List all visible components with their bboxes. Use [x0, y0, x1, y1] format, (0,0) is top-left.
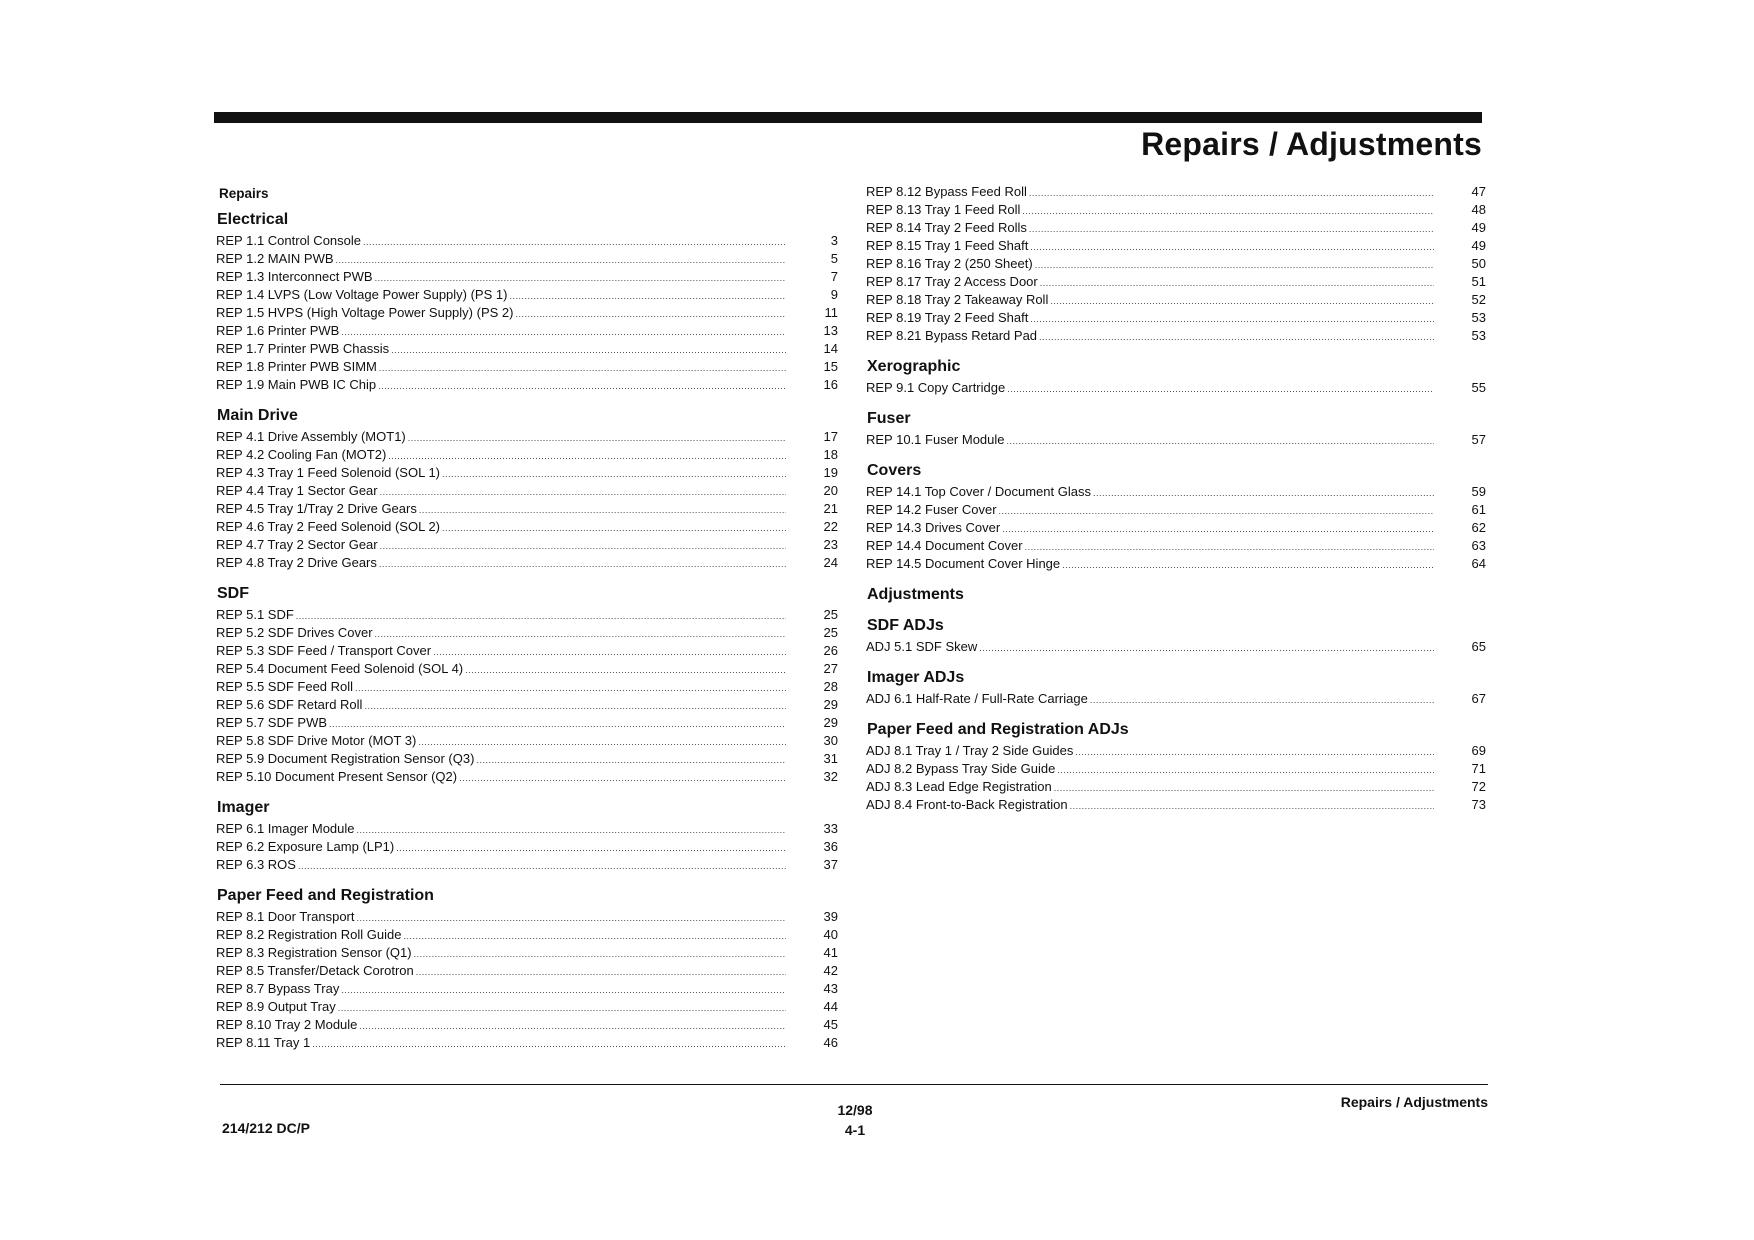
toc-entry-title: REP 8.5 Transfer/Detack Corotron [216, 963, 414, 978]
toc-section [866, 410, 1486, 449]
dot-leader [1062, 556, 1434, 574]
toc-entry-title: REP 5.6 SDF Retard Roll [216, 697, 363, 712]
toc-entry-title: REP 4.1 Drive Assembly (MOT1) [216, 429, 406, 444]
toc-entry[interactable] [216, 464, 838, 482]
dot-leader [416, 963, 786, 981]
toc-entry-page: 49 [1471, 220, 1486, 235]
toc-entry[interactable] [866, 483, 1486, 501]
toc-entry-page: 33 [823, 821, 838, 836]
toc-entry[interactable] [216, 696, 838, 714]
toc-entry-page: 20 [823, 483, 838, 498]
dot-leader [442, 519, 786, 537]
toc-entry[interactable] [216, 286, 838, 304]
toc-entry-title: REP 5.10 Document Present Sensor (Q2) [216, 769, 458, 784]
toc-entry-page: 71 [1471, 761, 1486, 776]
dot-leader [979, 639, 1434, 657]
dot-leader [418, 733, 786, 751]
dot-leader [1002, 520, 1434, 538]
toc-entry-title: REP 8.10 Tray 2 Module [216, 1017, 358, 1032]
toc-entry-title: REP 6.3 ROS [216, 857, 296, 872]
toc-entry-page: 17 [823, 429, 838, 444]
toc-entry-title: REP 14.3 Drives Cover [866, 520, 1001, 535]
toc-entry-page: 22 [823, 519, 838, 534]
dot-leader [999, 502, 1434, 520]
toc-entry[interactable] [216, 660, 838, 678]
footer-rule [220, 1084, 1488, 1085]
toc-entry-title: REP 8.13 Tray 1 Feed Roll [866, 202, 1021, 217]
toc-entry[interactable] [866, 555, 1486, 573]
dot-leader [378, 377, 786, 395]
toc-entry-title: REP 1.4 LVPS (Low Voltage Power Supply) (PS 1) [216, 287, 508, 302]
toc-entry-title: REP 1.6 Printer PWB [216, 323, 340, 338]
toc-entry[interactable] [216, 268, 838, 286]
toc-section [866, 669, 1486, 708]
toc-entry-page: 11 [824, 305, 838, 320]
dot-leader [357, 909, 787, 927]
toc-entry[interactable] [216, 232, 838, 250]
dot-leader [515, 305, 786, 323]
footer-page-number: 4-1 [844, 1122, 866, 1138]
dot-leader [329, 715, 786, 733]
toc-section-heading: Imager ADJs [867, 669, 965, 686]
toc-left-column [216, 183, 838, 1065]
toc-entry-page: 64 [1471, 556, 1486, 571]
dot-leader [364, 697, 786, 715]
toc-entry-title: REP 4.2 Cooling Fan (MOT2) [216, 447, 387, 462]
toc-entry-title: REP 8.18 Tray 2 Takeaway Roll [866, 292, 1049, 307]
toc-section [216, 585, 838, 786]
toc-entry[interactable] [216, 944, 838, 962]
toc-entry-page: 19 [823, 465, 838, 480]
toc-entry[interactable] [866, 796, 1486, 814]
toc-entry-title: REP 8.19 Tray 2 Feed Shaft [866, 310, 1029, 325]
repairs-label: Repairs [219, 186, 269, 201]
toc-entry-page: 18 [823, 447, 838, 462]
toc-entry-page: 23 [823, 537, 838, 552]
toc-entry-title: REP 14.1 Top Cover / Document Glass [866, 484, 1091, 499]
toc-entry[interactable] [216, 500, 838, 518]
toc-section-heading: Electrical [217, 211, 289, 228]
toc-entry-page: 13 [823, 323, 838, 338]
dot-leader [363, 233, 786, 251]
dot-leader [357, 821, 787, 839]
toc-entry-page: 43 [823, 981, 838, 996]
toc-entry-title: ADJ 8.3 Lead Edge Registration [866, 779, 1052, 794]
toc-entry[interactable] [866, 273, 1486, 291]
toc-entry-page: 14 [823, 341, 838, 356]
toc-entry[interactable] [866, 201, 1486, 219]
toc-entry-page: 46 [823, 1035, 838, 1050]
dot-leader [465, 661, 786, 679]
dot-leader [396, 839, 786, 857]
toc-section [216, 887, 838, 1052]
toc-entry-title: REP 8.3 Registration Sensor (Q1) [216, 945, 412, 960]
toc-entry[interactable] [216, 856, 838, 874]
toc-entry-title: REP 4.8 Tray 2 Drive Gears [216, 555, 377, 570]
toc-entry[interactable] [216, 536, 838, 554]
toc-entry-page: 52 [1471, 292, 1486, 307]
toc-entry[interactable] [216, 980, 838, 998]
toc-entry-title: REP 9.1 Copy Cartridge [866, 380, 1006, 395]
toc-entry[interactable] [216, 838, 838, 856]
dot-leader [379, 555, 786, 573]
dot-leader [1054, 779, 1434, 797]
dot-leader [1040, 274, 1434, 292]
toc-entry[interactable] [216, 428, 838, 446]
dot-leader [403, 927, 786, 945]
top-rule [214, 112, 1482, 123]
toc-entry-page: 40 [823, 927, 838, 942]
toc-entry-title: REP 14.4 Document Cover [866, 538, 1023, 553]
dot-leader [1057, 761, 1434, 779]
dot-leader [459, 769, 786, 787]
toc-entry-title: REP 8.21 Bypass Retard Pad [866, 328, 1038, 343]
toc-entry-page: 59 [1471, 484, 1486, 499]
toc-entry-page: 27 [823, 661, 838, 676]
toc-entry[interactable] [866, 778, 1486, 796]
toc-entry[interactable] [866, 501, 1486, 519]
toc-section-heading: Paper Feed and Registration ADJs [867, 721, 1129, 738]
toc-entry-page: 55 [1471, 380, 1486, 395]
toc-entry-page: 67 [1471, 691, 1486, 706]
toc-entry[interactable] [216, 750, 838, 768]
toc-entry-title: REP 14.2 Fuser Cover [866, 502, 997, 517]
toc-entry-title: REP 5.5 SDF Feed Roll [216, 679, 354, 694]
dot-leader [1039, 328, 1434, 346]
toc-section-heading: SDF ADJs [867, 617, 944, 634]
toc-entry-page: 53 [1471, 328, 1486, 343]
toc-entry-title: REP 8.12 Bypass Feed Roll [866, 184, 1027, 199]
footer-section: Repairs / Adjustments [1340, 1094, 1488, 1110]
toc-entry-title: REP 6.2 Exposure Lamp (LP1) [216, 839, 395, 854]
toc-section-heading: Imager [217, 799, 270, 816]
toc-entry[interactable] [866, 183, 1486, 201]
toc-entry[interactable] [216, 642, 838, 660]
toc-entry[interactable] [216, 322, 838, 340]
toc-section-heading: Main Drive [217, 407, 298, 424]
toc-entry-page: 61 [1471, 502, 1486, 517]
dot-leader [1029, 220, 1434, 238]
toc-lead-section [866, 183, 1486, 345]
toc-entry-title: REP 5.2 SDF Drives Cover [216, 625, 373, 640]
toc-entry[interactable] [866, 638, 1486, 656]
dot-leader [380, 537, 786, 555]
toc-section-heading: SDF [217, 585, 249, 602]
toc-entry[interactable] [866, 255, 1486, 273]
toc-entry-page: 16 [823, 377, 838, 392]
toc-entry[interactable] [866, 519, 1486, 537]
toc-entry[interactable] [866, 537, 1486, 555]
toc-section-heading: Fuser [867, 410, 911, 427]
toc-entry-title: REP 5.7 SDF PWB [216, 715, 328, 730]
toc-entry[interactable] [216, 250, 838, 268]
toc-entry-title: REP 4.4 Tray 1 Sector Gear [216, 483, 378, 498]
toc-entry-page: 3 [830, 233, 838, 248]
dot-leader [1030, 238, 1434, 256]
toc-entry-title: REP 1.2 MAIN PWB [216, 251, 334, 266]
dot-leader [1029, 184, 1434, 202]
toc-entry[interactable] [866, 742, 1486, 760]
footer-date: 12/98 [837, 1102, 873, 1118]
toc-entry-page: 31 [823, 751, 838, 766]
dot-leader [298, 857, 786, 875]
dot-leader [433, 643, 786, 661]
dot-leader [442, 465, 786, 483]
toc-right-column [866, 183, 1486, 827]
dot-leader [408, 429, 786, 447]
toc-entry-title: REP 4.5 Tray 1/Tray 2 Drive Gears [216, 501, 417, 516]
toc-entry-page: 36 [823, 839, 838, 854]
dot-leader [419, 501, 786, 519]
toc-entry-page: 50 [1471, 256, 1486, 271]
dot-leader [509, 287, 786, 305]
toc-entry-page: 53 [1471, 310, 1486, 325]
toc-entry-page: 25 [823, 607, 838, 622]
dot-leader [391, 341, 786, 359]
toc-entry-page: 62 [1471, 520, 1486, 535]
dot-leader [1030, 310, 1434, 328]
toc-entry[interactable] [216, 624, 838, 642]
toc-entry-page: 69 [1471, 743, 1486, 758]
dot-leader [380, 483, 786, 501]
dot-leader [312, 1035, 786, 1053]
toc-entry-page: 28 [823, 679, 838, 694]
toc-entry[interactable] [866, 690, 1486, 708]
toc-entry-title: REP 8.9 Output Tray [216, 999, 336, 1014]
toc-entry-title: REP 5.1 SDF [216, 607, 294, 622]
dot-leader [1025, 538, 1434, 556]
toc-entry-title: REP 8.11 Tray 1 [216, 1035, 311, 1050]
footer-center [830, 1100, 880, 1140]
toc-section [866, 617, 1486, 656]
toc-entry-page: 7 [830, 269, 838, 284]
toc-entry[interactable] [866, 431, 1486, 449]
toc-entry[interactable] [216, 820, 838, 838]
toc-entry-title: REP 8.7 Bypass Tray [216, 981, 340, 996]
dot-leader [341, 323, 786, 341]
toc-entry[interactable] [216, 606, 838, 624]
toc-entry[interactable] [216, 714, 838, 732]
toc-entry-page: 63 [1471, 538, 1486, 553]
toc-entry-page: 37 [823, 857, 838, 872]
toc-entry-title: REP 8.15 Tray 1 Feed Shaft [866, 238, 1029, 253]
toc-entry-title: ADJ 8.4 Front-to-Back Registration [866, 797, 1068, 812]
toc-entry-page: 15 [823, 359, 838, 374]
toc-entry[interactable] [216, 908, 838, 926]
toc-entry[interactable] [216, 376, 838, 394]
toc-entry-page: 32 [823, 769, 838, 784]
toc-entry[interactable] [216, 678, 838, 696]
toc-entry-page: 57 [1471, 432, 1486, 447]
toc-entry-title: REP 1.7 Printer PWB Chassis [216, 341, 390, 356]
toc-entry-title: ADJ 5.1 SDF Skew [866, 639, 978, 654]
dot-leader [359, 1017, 786, 1035]
toc-section-heading: Xerographic [867, 358, 961, 375]
toc-entry-title: REP 1.5 HVPS (High Voltage Power Supply) (PS 2) [216, 305, 514, 320]
dot-leader [336, 251, 786, 269]
toc-entry-title: REP 1.9 Main PWB IC Chip [216, 377, 377, 392]
toc-entry-title: REP 1.3 Interconnect PWB [216, 269, 373, 284]
toc-entry[interactable] [216, 482, 838, 500]
toc-entry-page: 24 [823, 555, 838, 570]
toc-entry-title: REP 8.17 Tray 2 Access Door [866, 274, 1038, 289]
toc-entry[interactable] [216, 1016, 838, 1034]
toc-entry[interactable] [216, 998, 838, 1016]
toc-entry-title: REP 8.2 Registration Roll Guide [216, 927, 402, 942]
toc-entry-title: REP 10.1 Fuser Module [866, 432, 1005, 447]
dot-leader [1070, 797, 1434, 815]
toc-entry-page: 73 [1471, 797, 1486, 812]
toc-section [216, 799, 838, 874]
toc-entry-title: REP 5.9 Document Registration Sensor (Q3) [216, 751, 475, 766]
toc-entry-page: 72 [1471, 779, 1486, 794]
toc-entry[interactable] [866, 309, 1486, 327]
toc-entry[interactable] [216, 962, 838, 980]
dot-leader [1090, 691, 1434, 709]
toc-entry-title: REP 5.8 SDF Drive Motor (MOT 3) [216, 733, 417, 748]
toc-entry[interactable] [216, 554, 838, 572]
toc-section-heading: Paper Feed and Registration [217, 887, 434, 904]
toc-entry[interactable] [216, 1034, 838, 1052]
dot-leader [338, 999, 786, 1017]
toc-entry-page: 29 [823, 697, 838, 712]
toc-entry-title: REP 1.1 Control Console [216, 233, 362, 248]
dot-leader [1093, 484, 1434, 502]
toc-entry[interactable] [216, 768, 838, 786]
dot-leader [1075, 743, 1434, 761]
toc-entry-title: ADJ 6.1 Half-Rate / Full-Rate Carriage [866, 691, 1088, 706]
dot-leader [1035, 256, 1434, 274]
toc-section [216, 211, 838, 394]
toc-entry-title: ADJ 8.1 Tray 1 / Tray 2 Side Guides [866, 743, 1074, 758]
toc-section-heading: Adjustments [867, 586, 964, 603]
toc-entry-title: REP 1.8 Printer PWB SIMM [216, 359, 377, 374]
toc-entry-title: REP 6.1 Imager Module [216, 821, 355, 836]
toc-entry[interactable] [866, 219, 1486, 237]
toc-entry-page: 39 [823, 909, 838, 924]
toc-entry[interactable] [216, 926, 838, 944]
page-title: Repairs / Adjustments [1141, 126, 1482, 162]
toc-entry-title: REP 4.6 Tray 2 Feed Solenoid (SOL 2) [216, 519, 441, 534]
toc-entry-page: 41 [823, 945, 838, 960]
dot-leader [379, 359, 786, 377]
toc-entry[interactable] [866, 379, 1486, 397]
dot-leader [1007, 380, 1434, 398]
toc-section [866, 721, 1486, 814]
dot-leader [414, 945, 786, 963]
toc-entry-title: REP 8.16 Tray 2 (250 Sheet) [866, 256, 1033, 271]
toc-entry-page: 51 [1471, 274, 1486, 289]
toc-entry-title: REP 4.3 Tray 1 Feed Solenoid (SOL 1) [216, 465, 441, 480]
toc-entry-page: 29 [823, 715, 838, 730]
toc-entry-page: 30 [823, 733, 838, 748]
toc-section [866, 586, 1486, 604]
toc-entry[interactable] [216, 304, 838, 322]
dot-leader [341, 981, 786, 999]
toc-entry-title: REP 14.5 Document Cover Hinge [866, 556, 1061, 571]
toc-entry[interactable] [216, 358, 838, 376]
toc-entry-title: REP 5.4 Document Feed Solenoid (SOL 4) [216, 661, 464, 676]
toc-entry[interactable] [866, 327, 1486, 345]
toc-entry-page: 26 [823, 643, 838, 658]
toc-entry[interactable] [866, 760, 1486, 778]
toc-entry-page: 21 [823, 501, 838, 516]
dot-leader [1050, 292, 1434, 310]
dot-leader [375, 269, 786, 287]
dot-leader [1007, 432, 1435, 450]
toc-entry-page: 45 [823, 1017, 838, 1032]
toc-entry[interactable] [216, 340, 838, 358]
footer-model: 214/212 DC/P [222, 1120, 310, 1136]
toc-entry-title: REP 4.7 Tray 2 Sector Gear [216, 537, 378, 552]
toc-section [216, 407, 838, 572]
toc-entry[interactable] [866, 291, 1486, 309]
toc-entry[interactable] [216, 446, 838, 464]
toc-entry-page: 65 [1471, 639, 1486, 654]
toc-entry-title: ADJ 8.2 Bypass Tray Side Guide [866, 761, 1056, 776]
dot-leader [375, 625, 786, 643]
toc-entry[interactable] [216, 732, 838, 750]
toc-entry[interactable] [866, 237, 1486, 255]
toc-entry-page: 48 [1471, 202, 1486, 217]
toc-entry-page: 42 [823, 963, 838, 978]
toc-section [866, 462, 1486, 573]
dot-leader [388, 447, 786, 465]
toc-entry-title: REP 8.14 Tray 2 Feed Rolls [866, 220, 1027, 235]
toc-entry-title: REP 8.1 Door Transport [216, 909, 355, 924]
dot-leader [355, 679, 786, 697]
dot-leader [296, 607, 786, 625]
toc-entry-title: REP 5.3 SDF Feed / Transport Cover [216, 643, 432, 658]
toc-entry-page: 47 [1471, 184, 1486, 199]
toc-section [866, 358, 1486, 397]
toc-entry-page: 25 [823, 625, 838, 640]
toc-entry-page: 9 [830, 287, 838, 302]
toc-section-heading: Covers [867, 462, 922, 479]
toc-entry-page: 44 [823, 999, 838, 1014]
dot-leader [476, 751, 786, 769]
toc-entry-page: 5 [830, 251, 838, 266]
dot-leader [1022, 202, 1434, 220]
toc-entry-page: 49 [1471, 238, 1486, 253]
toc-entry[interactable] [216, 518, 838, 536]
